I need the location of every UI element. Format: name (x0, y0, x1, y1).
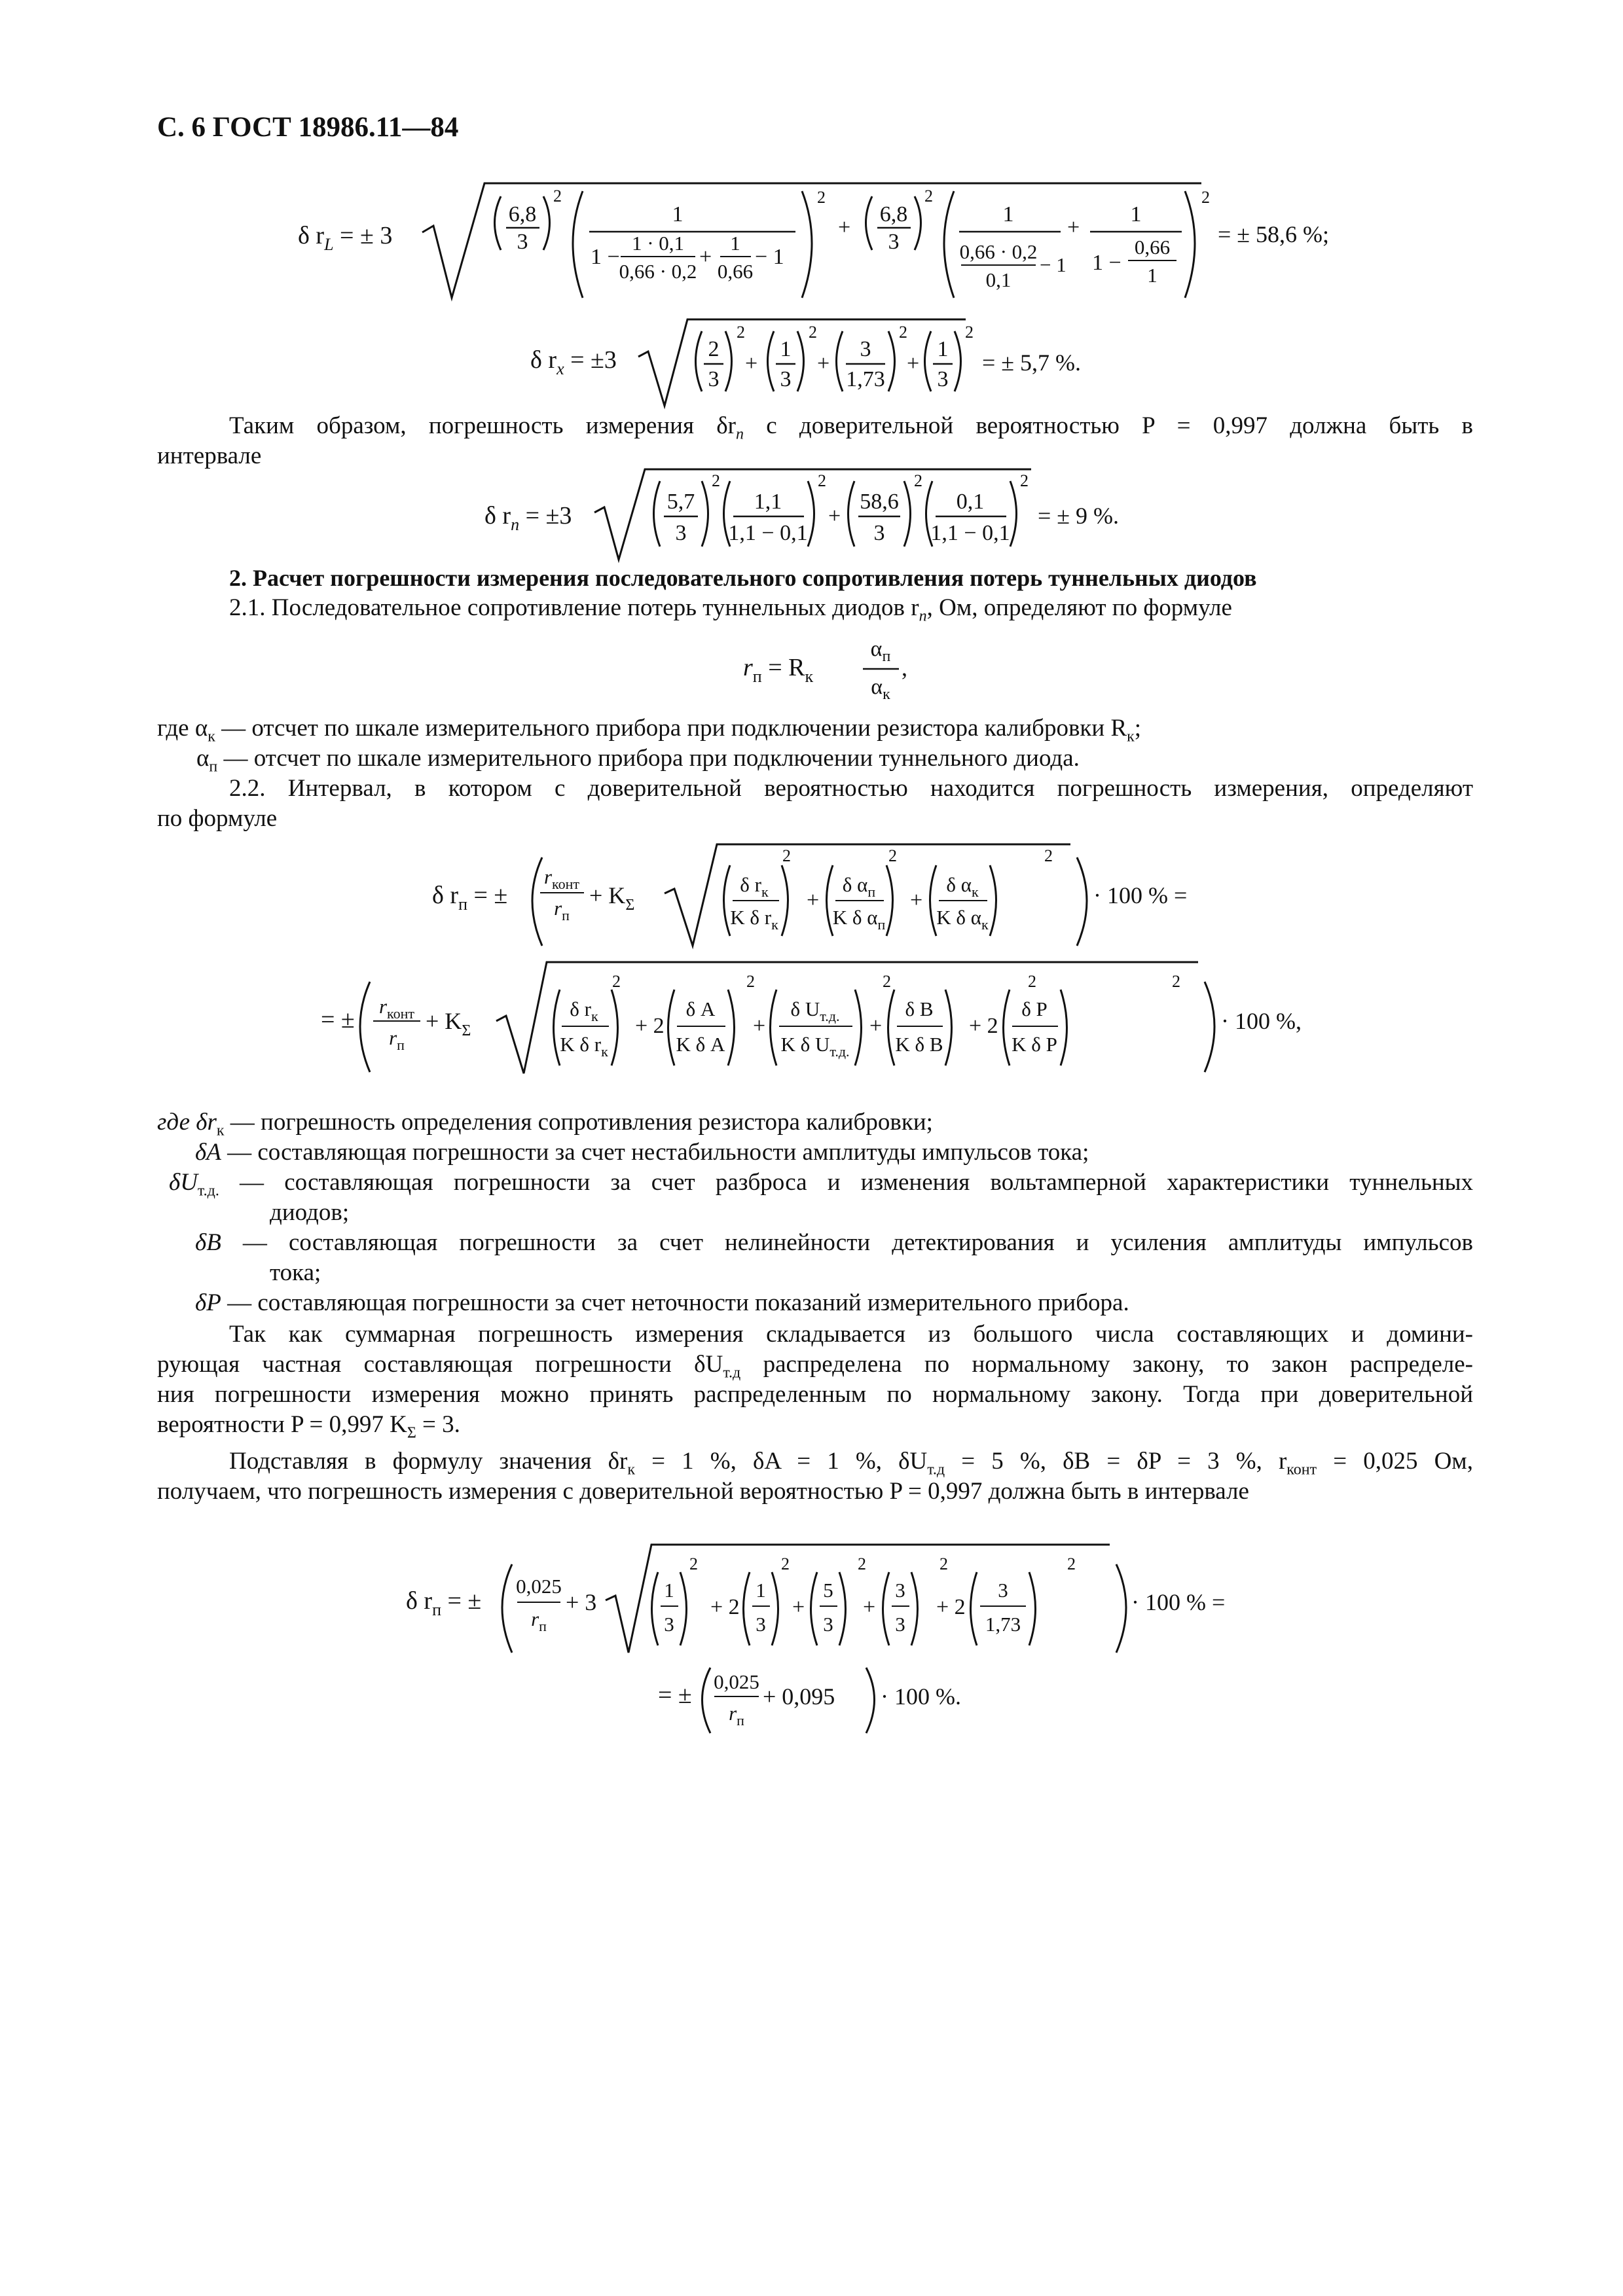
svg-text:3: 3 (756, 1613, 766, 1636)
svg-text:δ αп: δ $\alpha_п$ (842, 873, 876, 900)
formula-rp-definition (743, 628, 913, 707)
svg-text:5,7: 5,7 (666, 490, 695, 514)
svg-text:K δ Uт.д.: K δ $U_{т.д.}$ (780, 1033, 850, 1060)
svg-text:rп = Rк: $r_п = R_к$ (743, 654, 814, 686)
svg-text:· 100 %,: · 100 %, (1221, 1008, 1302, 1034)
svg-text:K δ αк: K δ $\alpha_к$ (936, 906, 989, 933)
svg-text:− 1: − 1 (755, 245, 784, 269)
svg-text:1: 1 (672, 202, 684, 226)
definition-line: где $\alpha_к$ — отсчет по шкале измерительного прибора при подключении резистора калибровки $R_к$; (157, 715, 1142, 745)
svg-text:+ 3: + 3 (566, 1589, 597, 1615)
svg-text:+: + (910, 888, 923, 912)
svg-text:2: 2 (712, 471, 720, 490)
svg-text:+ 2: + 2 (969, 1014, 998, 1038)
svg-text:+: + (907, 351, 920, 376)
svg-text:+: + (807, 888, 820, 912)
svg-text:1,1 − 0,1: 1,1 − 0,1 (930, 521, 1010, 545)
svg-text:3: 3 (708, 367, 720, 391)
paragraph-text: ния погрешности измерения можно принять распределенным по нормальному закону. Тогда при доверительной (157, 1381, 1473, 1408)
definition-line: δB — составляющая погрешности за счет нелинейности детектирования и усиления амплитуды импульсов (195, 1229, 1473, 1256)
svg-text:+ 2: + 2 (710, 1595, 740, 1619)
svg-text:1: 1 (756, 1579, 766, 1602)
definition-line: диодов; (270, 1199, 350, 1226)
svg-text:δ rx = ±3: δ $r_x = \pm 3$ (530, 346, 617, 378)
paragraph-text: интервале (157, 442, 262, 469)
svg-text:− 1: − 1 (1040, 253, 1067, 276)
formula-delta-rx (530, 314, 1120, 412)
paragraph-text: Так как суммарная погрешность измерения складывается из большого числа составляющих и домини- (229, 1321, 1473, 1348)
svg-text:0,025: 0,025 (516, 1575, 562, 1598)
svg-text:+ KΣ: + $K_\Sigma$ (426, 1008, 471, 1039)
svg-text:δ rп = ±: δ $r_п$ = ± (432, 882, 508, 914)
formula-delta-rp-numeric (406, 1538, 1231, 1659)
svg-text:K δ A: K δ A (676, 1033, 725, 1056)
svg-text:= ± 5,7 %.: = ± 5,7 %. (982, 350, 1082, 376)
svg-text:= ±: = ± (658, 1681, 692, 1709)
paragraph-text: рующая частная составляющая погрешности $\delta U_{т.д}$ распределена по нормальному закону, то закон распределе- (157, 1351, 1473, 1382)
svg-text:2: 2 (818, 471, 826, 490)
definition-line: $\alpha_п$ — отсчет по шкале измерительного прибора при подключении туннельного диода. (196, 745, 1080, 776)
svg-text:· 100 % =: · 100 % = (1131, 1589, 1226, 1615)
svg-text:1: 1 (1002, 202, 1014, 226)
svg-text:6,8: 6,8 (508, 202, 537, 226)
svg-text:2: 2 (888, 846, 897, 865)
svg-text:δ rп = ±: δ $r_п$ = ± (406, 1587, 482, 1619)
svg-text:0,1: 0,1 (956, 490, 985, 514)
svg-text:2: 2 (1044, 846, 1053, 865)
definition-line: δA — составляющая погрешности за счет нестабильности амплитуды импульсов тока; (195, 1139, 1089, 1166)
svg-text:3: 3 (823, 1613, 833, 1636)
paragraph-text: 2.2. Интервал, в котором с доверительной вероятностью находится погрешность измерения, определяют (229, 775, 1473, 802)
formula-delta-rp-result (484, 461, 1205, 573)
svg-text:+: + (869, 1014, 883, 1038)
formula-delta-rp-expanded (314, 956, 1336, 1080)
svg-text:δ B: δ B (905, 997, 934, 1020)
svg-text:3: 3 (780, 367, 792, 391)
svg-text:1: 1 (1147, 264, 1158, 287)
svg-text:K δ rк: K δ $r_к$ (730, 906, 778, 933)
svg-text:1 −: 1 − (591, 245, 620, 269)
svg-text:1: 1 (1130, 202, 1142, 226)
svg-text:3: 3 (895, 1579, 905, 1602)
svg-text:2: 2 (809, 323, 817, 342)
svg-text:2: 2 (817, 188, 826, 207)
page-header: С. 6 ГОСТ 18986.11—84 (157, 112, 459, 143)
svg-text:δ Uт.д.: δ $U_{т.д.}$ (790, 997, 840, 1024)
svg-text:3: 3 (675, 521, 687, 545)
svg-text:3: 3 (873, 521, 885, 545)
svg-text:2: 2 (689, 1554, 698, 1573)
definition-line: где $\delta r_к$ — погрешность определения сопротивления резистора калибровки; (157, 1109, 933, 1139)
svg-text:+ KΣ: + $K_\Sigma$ (589, 882, 635, 914)
svg-text:3: 3 (937, 367, 949, 391)
svg-text:1: 1 (664, 1579, 674, 1602)
svg-text:2: 2 (612, 972, 621, 991)
svg-text:+ 0,095: + 0,095 (763, 1683, 835, 1710)
svg-text:3: 3 (517, 230, 528, 254)
definition-line: δP — составляющая погрешности за счет неточности показаний измерительного прибора. (195, 1289, 1129, 1316)
svg-text:rп: $r_п$ (729, 1702, 744, 1729)
svg-text:δ rL = ± 3: δ $r_L$ = ± 3 (298, 222, 393, 254)
svg-text:3: 3 (895, 1613, 905, 1636)
svg-text:1 · 0,1: 1 · 0,1 (631, 232, 685, 255)
svg-text:+: + (863, 1595, 876, 1619)
svg-text:K δ αп: K δ $\alpha_п$ (832, 906, 886, 933)
svg-text:K δ B: K δ B (895, 1033, 943, 1056)
paragraph-text: вероятности P = 0,997 $K_\Sigma = 3$. (157, 1411, 460, 1442)
svg-text:3: 3 (860, 337, 871, 361)
svg-text:2: 2 (965, 323, 974, 342)
svg-text:0,66: 0,66 (1134, 236, 1171, 259)
svg-text:= ± 58,6 %;: = ± 58,6 %; (1218, 221, 1330, 247)
svg-text:1 −: 1 − (1092, 251, 1122, 275)
svg-text:2: 2 (1020, 471, 1029, 490)
svg-text:+: + (828, 504, 841, 528)
svg-text:rконт: $r_{конт}$ (378, 995, 415, 1022)
svg-text:δ rк: δ $r_к$ (570, 997, 598, 1024)
svg-text:K δ P: K δ P (1012, 1033, 1057, 1056)
paragraph-text: получаем, что погрешность измерения с доверительной вероятностью P = 0,997 должна быть в интервале (157, 1478, 1249, 1505)
svg-text:2: 2 (883, 972, 891, 991)
svg-text:+: + (838, 215, 851, 240)
svg-text:2: 2 (899, 323, 907, 342)
svg-text:2: 2 (737, 323, 745, 342)
svg-text:+: + (817, 351, 830, 376)
svg-text:+: + (745, 351, 758, 376)
svg-text:· 100 %.: · 100 %. (881, 1683, 961, 1710)
svg-text:58,6: 58,6 (860, 490, 899, 514)
svg-text:+ 2: + 2 (635, 1014, 665, 1038)
svg-text:K δ rк: K δ $r_к$ (560, 1033, 608, 1060)
svg-text:3: 3 (998, 1579, 1008, 1602)
section-heading: 2. Расчет погрешности измерения последовательного сопротивления потерь туннельных диодов (229, 565, 1257, 591)
formula-delta-rp-simplified (658, 1656, 998, 1741)
formula-delta-rp-general (432, 838, 1218, 952)
svg-text:= ±: = ± (321, 1006, 355, 1033)
svg-text:2: 2 (858, 1554, 866, 1573)
svg-text:δ A: δ A (685, 997, 716, 1020)
svg-text:2: 2 (1201, 188, 1210, 207)
svg-text:0,025: 0,025 (714, 1670, 759, 1693)
svg-text:αп: $\alpha_п$ (870, 637, 891, 665)
svg-text:2: 2 (914, 471, 922, 490)
svg-text:3: 3 (664, 1613, 674, 1636)
svg-text:δ rп = ±3: δ $r_п = \pm 3$ (484, 502, 572, 534)
frag: δ r (298, 222, 325, 249)
svg-text:2: 2 (781, 1554, 790, 1573)
svg-text:6,8: 6,8 (879, 202, 908, 226)
svg-text:δ P: δ P (1021, 997, 1048, 1020)
svg-text:+: + (792, 1595, 805, 1619)
paragraph-text: 2.1. Последовательное сопротивление потерь туннельных диодов $r_п$, Ом, определяют по формуле (229, 594, 1232, 625)
definition-line: $\delta U_{т.д.}$ — составляющая погрешности за счет разброса и изменения вольтамперной характеристики туннельных (169, 1169, 1473, 1200)
svg-text:5: 5 (823, 1579, 833, 1602)
svg-text:2: 2 (553, 187, 562, 206)
svg-text:1,1: 1,1 (754, 490, 782, 514)
svg-text:2: 2 (746, 972, 755, 991)
svg-text:,: , (902, 655, 907, 681)
svg-text:αк: $\alpha_к$ (871, 675, 890, 703)
svg-text:2: 2 (782, 846, 791, 865)
svg-text:0,66 · 0,2: 0,66 · 0,2 (619, 260, 697, 283)
svg-text:· 100 % =: · 100 % = (1093, 882, 1188, 908)
svg-text:0,1: 0,1 (985, 268, 1012, 291)
paragraph-text: Подставляя в формулу значения $\delta r_к = 1$ %, δA = 1 %, $\delta U_{т.д} = 5$ %, δB = δP = 3 %, $r_{конт} = 0,025$ Ом, (229, 1448, 1473, 1479)
svg-text:+: + (1067, 215, 1080, 240)
svg-text:δ αк: δ $\alpha_к$ (946, 873, 979, 900)
svg-text:= ± 9 %.: = ± 9 %. (1038, 503, 1120, 529)
svg-text:1,73: 1,73 (846, 367, 885, 391)
svg-text:rконт: $r_{конт}$ (543, 865, 580, 892)
svg-text:1,73: 1,73 (985, 1613, 1021, 1636)
paragraph-text: по формуле (157, 805, 278, 832)
svg-text:+: + (753, 1014, 766, 1038)
svg-text:+: + (699, 245, 712, 269)
svg-text:δ rк: δ $r_к$ (740, 873, 769, 900)
svg-text:2: 2 (1028, 972, 1036, 991)
svg-text:0,66 · 0,2: 0,66 · 0,2 (959, 240, 1038, 263)
svg-text:2: 2 (708, 337, 720, 361)
svg-text:2: 2 (939, 1554, 948, 1573)
svg-text:2: 2 (1067, 1554, 1076, 1573)
svg-text:3: 3 (888, 230, 900, 254)
svg-text:rп: $r_п$ (554, 897, 570, 924)
svg-text:1,1 − 0,1: 1,1 − 0,1 (728, 521, 808, 545)
definition-line: тока; (270, 1259, 321, 1286)
svg-text:0,66: 0,66 (717, 260, 754, 283)
svg-text:rп: $r_п$ (531, 1607, 547, 1634)
svg-text:1: 1 (780, 337, 792, 361)
svg-text:2: 2 (924, 187, 933, 206)
svg-text:1: 1 (937, 337, 949, 361)
svg-text:1: 1 (730, 232, 740, 255)
svg-text:rп: $r_п$ (389, 1026, 405, 1053)
paragraph-text: Таким образом, погрешность измерения $\delta r_п$ с доверительной вероятностью P = 0,997 должна быть в (229, 412, 1473, 443)
formula-delta-rL (288, 177, 1336, 308)
svg-text:2: 2 (1172, 972, 1180, 991)
svg-text:+ 2: + 2 (936, 1595, 966, 1619)
